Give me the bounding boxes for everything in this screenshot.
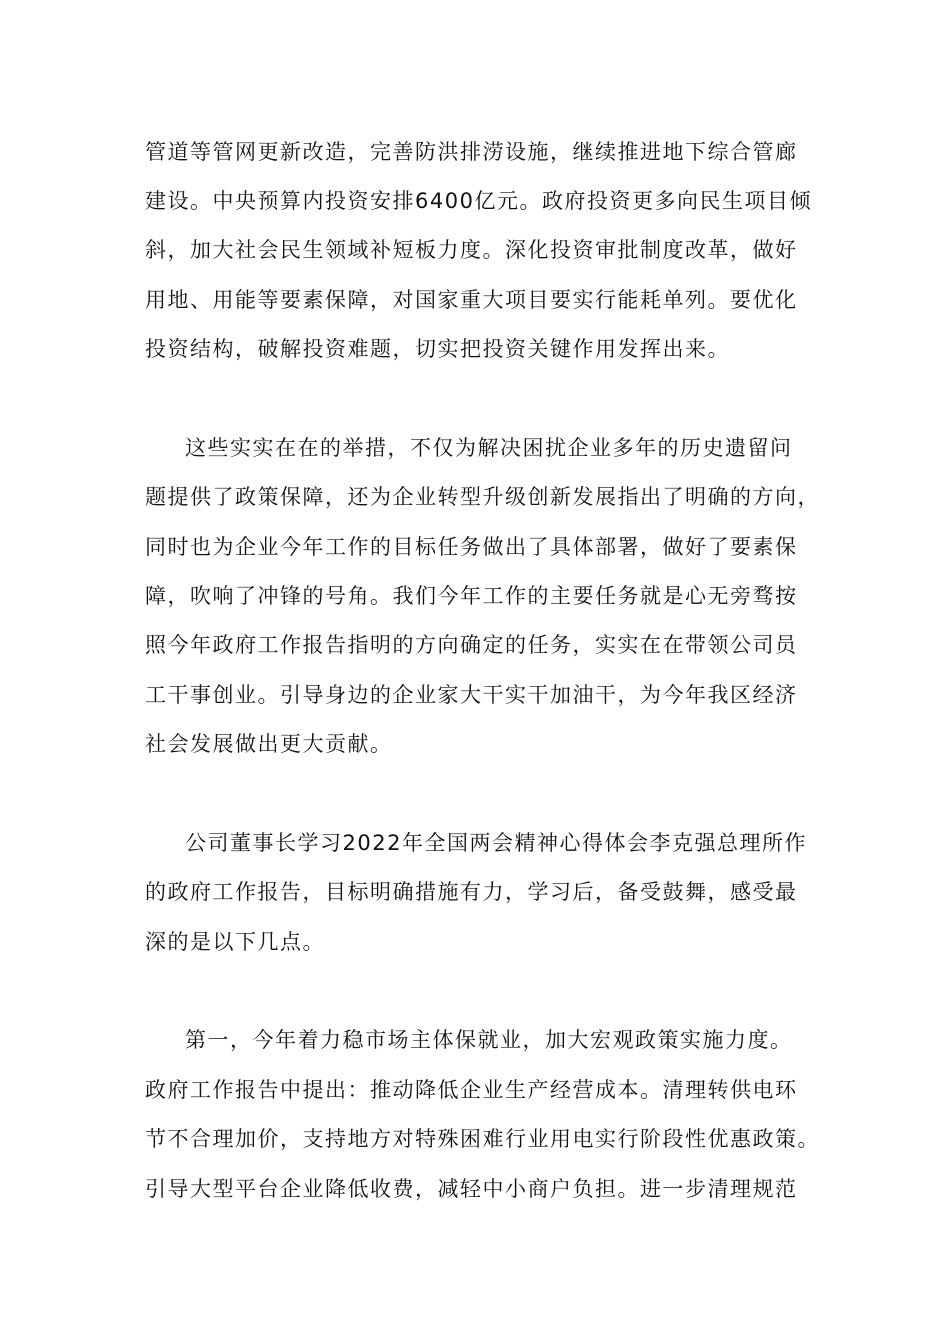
paragraph-line: 政府工作报告中提出：推动降低企业生产经营成本。清理转供电环	[145, 1078, 798, 1102]
paragraph-line: 深的是以下几点。	[145, 930, 325, 954]
paragraph-line: 社会发展做出更大贡献。	[145, 732, 393, 756]
paragraph-line: 工干事创业。引导身边的企业家大干实干加油干，为今年我区经济	[145, 683, 798, 707]
paragraph-line: 建设。中央预算内投资安排6400亿元。政府投资更多向民生项目倾	[145, 189, 812, 213]
paragraph-line: 管道等管网更新改造，完善防洪排涝设施，继续推进地下综合管廊	[145, 140, 798, 164]
paragraph-line: 公司董事长学习2022年全国两会精神心得体会李克强总理所作	[185, 831, 807, 855]
paragraph-line: 同时也为企业今年工作的目标任务做出了具体部署，做好了要素保	[145, 535, 798, 559]
paragraph-line: 的政府工作报告，目标明确措施有力，学习后，备受鼓舞，感受最	[145, 880, 798, 904]
paragraph-line: 题提供了政策保障，还为企业转型升级创新发展指出了明确的方向，	[145, 485, 820, 509]
paragraph-line: 斜，加大社会民生领域补短板力度。深化投资审批制度改革，做好	[145, 238, 798, 262]
paragraph-line: 照今年政府工作报告指明的方向确定的任务，实实在在带领公司员	[145, 633, 798, 657]
paragraph-line: 第一，今年着力稳市场主体保就业，加大宏观政策实施力度。	[185, 1028, 793, 1052]
paragraph-line: 节不合理加价，支持地方对特殊困难行业用电实行阶段性优惠政策。	[145, 1127, 820, 1151]
paragraph-line: 这些实实在在的举措，不仅为解决困扰企业多年的历史遗留问	[185, 436, 793, 460]
paragraph-line: 投资结构，破解投资难题，切实把投资关键作用发挥出来。	[145, 337, 730, 361]
paragraph-line: 障，吹响了冲锋的号角。我们今年工作的主要任务就是心无旁骛按	[145, 584, 798, 608]
paragraph-line: 用地、用能等要素保障，对国家重大项目要实行能耗单列。要优化	[145, 288, 798, 312]
paragraph-line: 引导大型平台企业降低收费，减轻中小商户负担。进一步清理规范	[145, 1177, 798, 1201]
